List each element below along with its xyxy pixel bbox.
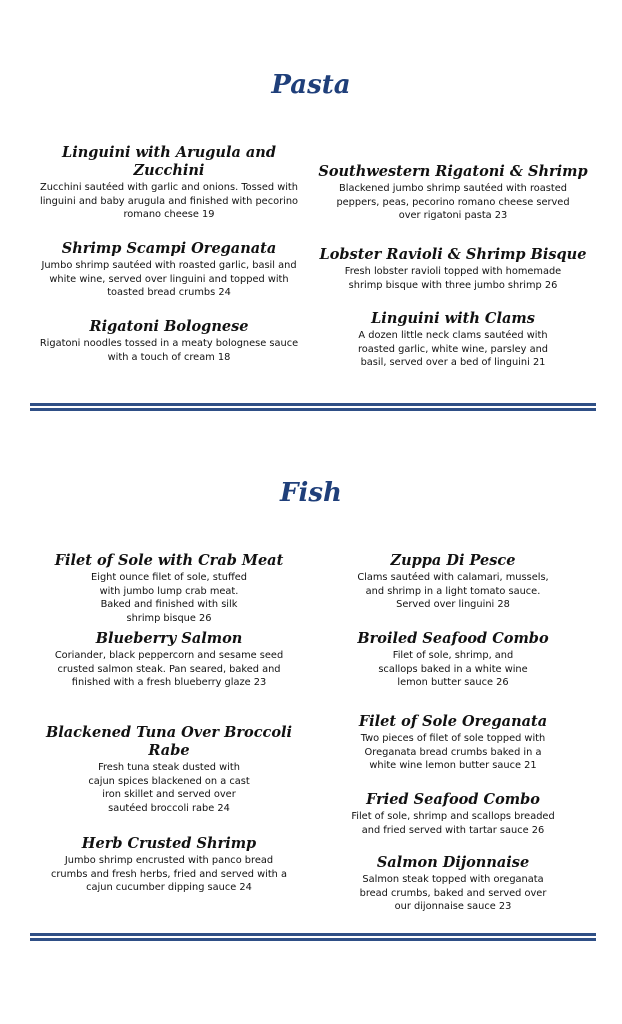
section-divider <box>30 933 596 945</box>
menu-item-name: Blackened Tuna Over Broccoli Rabe <box>45 724 293 759</box>
menu-item-name: Filet of Sole with Crab Meat <box>54 552 284 569</box>
menu-item-description: Filet of sole, shrimp and scallops breaded and fried served with tartar sauce 26 <box>351 811 555 836</box>
menu-item-description: Fresh tuna steak dusted with cajun spices blackened on a cast iron skillet and served over sautéed broccoli rabe 24 <box>88 762 250 814</box>
menu-item-name: Filet of Sole Oreganata <box>358 713 548 730</box>
menu-item <box>312 163 594 223</box>
menu-item <box>28 630 310 690</box>
menu-item <box>28 552 310 625</box>
menu-item-name: Linguini with Clams <box>371 310 535 327</box>
pasta-section-title: Pasta <box>271 70 351 100</box>
menu-item-description: A dozen little neck clams sautéed with roasted garlic, white wine, parsley and basil, served over a bed of linguini 21 <box>358 330 548 369</box>
menu-item <box>312 246 594 292</box>
menu-item-name: Rigatoni Bolognese <box>89 318 249 335</box>
menu-item-name: Herb Crusted Shrimp <box>81 835 257 852</box>
menu-item <box>312 713 594 773</box>
menu-item-name: Blueberry Salmon <box>95 630 243 647</box>
menu-item <box>312 310 594 370</box>
menu-item <box>28 240 310 300</box>
menu-item-name: Linguini with Arugula and Zucchini <box>62 144 276 179</box>
menu-item-description: Jumbo shrimp sautéed with roasted garlic, basil and white wine, served over linguini and topped with toasted bread crumbs 24 <box>41 260 297 299</box>
menu-item <box>28 835 310 895</box>
menu-item <box>28 144 310 222</box>
menu-item <box>312 791 594 837</box>
menu-item-name: Broiled Seafood Combo <box>357 630 549 647</box>
menu-item-description: Zucchini sautéed with garlic and onions. Tossed with linguini and baby arugula and finished with pecorino romano cheese 19 <box>39 182 299 221</box>
menu-item-name: Southwestern Rigatoni & Shrimp <box>318 163 588 180</box>
menu-item-name: Salmon Dijonnaise <box>376 854 530 871</box>
menu-item-name: Fried Seafood Combo <box>366 791 540 808</box>
menu-item-description: Eight ounce filet of sole, stuffed with jumbo lump crab meat. Baked and finished with silk shrimp bisque 26 <box>91 572 247 624</box>
section-divider <box>30 403 596 415</box>
menu-item-description: Rigatoni noodles tossed in a meaty bolognese sauce with a touch of cream 18 <box>39 338 299 363</box>
menu-item <box>312 552 594 612</box>
menu-item-name: Shrimp Scampi Oreganata <box>61 240 277 257</box>
menu-item-name: Zuppa Di Pesce <box>390 552 516 569</box>
menu-item-description: Coriander, black peppercorn and sesame seed crusted salmon steak. Pan seared, baked and finished with a fresh blueberry glaze 23 <box>54 650 284 689</box>
menu-item-description: Two pieces of filet of sole topped with Oreganata bread crumbs baked in a white wine lemon butter sauce 21 <box>360 733 546 772</box>
menu-item <box>28 318 310 364</box>
menu-item-description: Salmon steak topped with oreganata bread crumbs, baked and served over our dijonnaise sauce 23 <box>359 874 547 913</box>
menu-item-name: Lobster Ravioli & Shrimp Bisque <box>319 246 587 263</box>
fish-section-title: Fish <box>280 478 342 508</box>
menu-item <box>28 724 310 815</box>
menu-item-description: Clams sautéed with calamari, mussels, and shrimp in a light tomato sauce. Served over linguini 28 <box>357 572 549 611</box>
menu-item-description: Jumbo shrimp encrusted with panco bread crumbs and fresh herbs, fried and served with a cajun cucumber dipping sauce 24 <box>50 855 287 894</box>
menu-item-description: Filet of sole, shrimp, and scallops baked in a white wine lemon butter sauce 26 <box>378 650 528 689</box>
menu-item <box>312 630 594 690</box>
menu-item-description: Blackened jumbo shrimp sautéed with roasted peppers, peas, pecorino romano cheese served over rigatoni pasta 23 <box>336 183 570 222</box>
menu-item-description: Fresh lobster ravioli topped with homemade shrimp bisque with three jumbo shrimp 26 <box>344 266 562 291</box>
menu-item <box>312 854 594 914</box>
